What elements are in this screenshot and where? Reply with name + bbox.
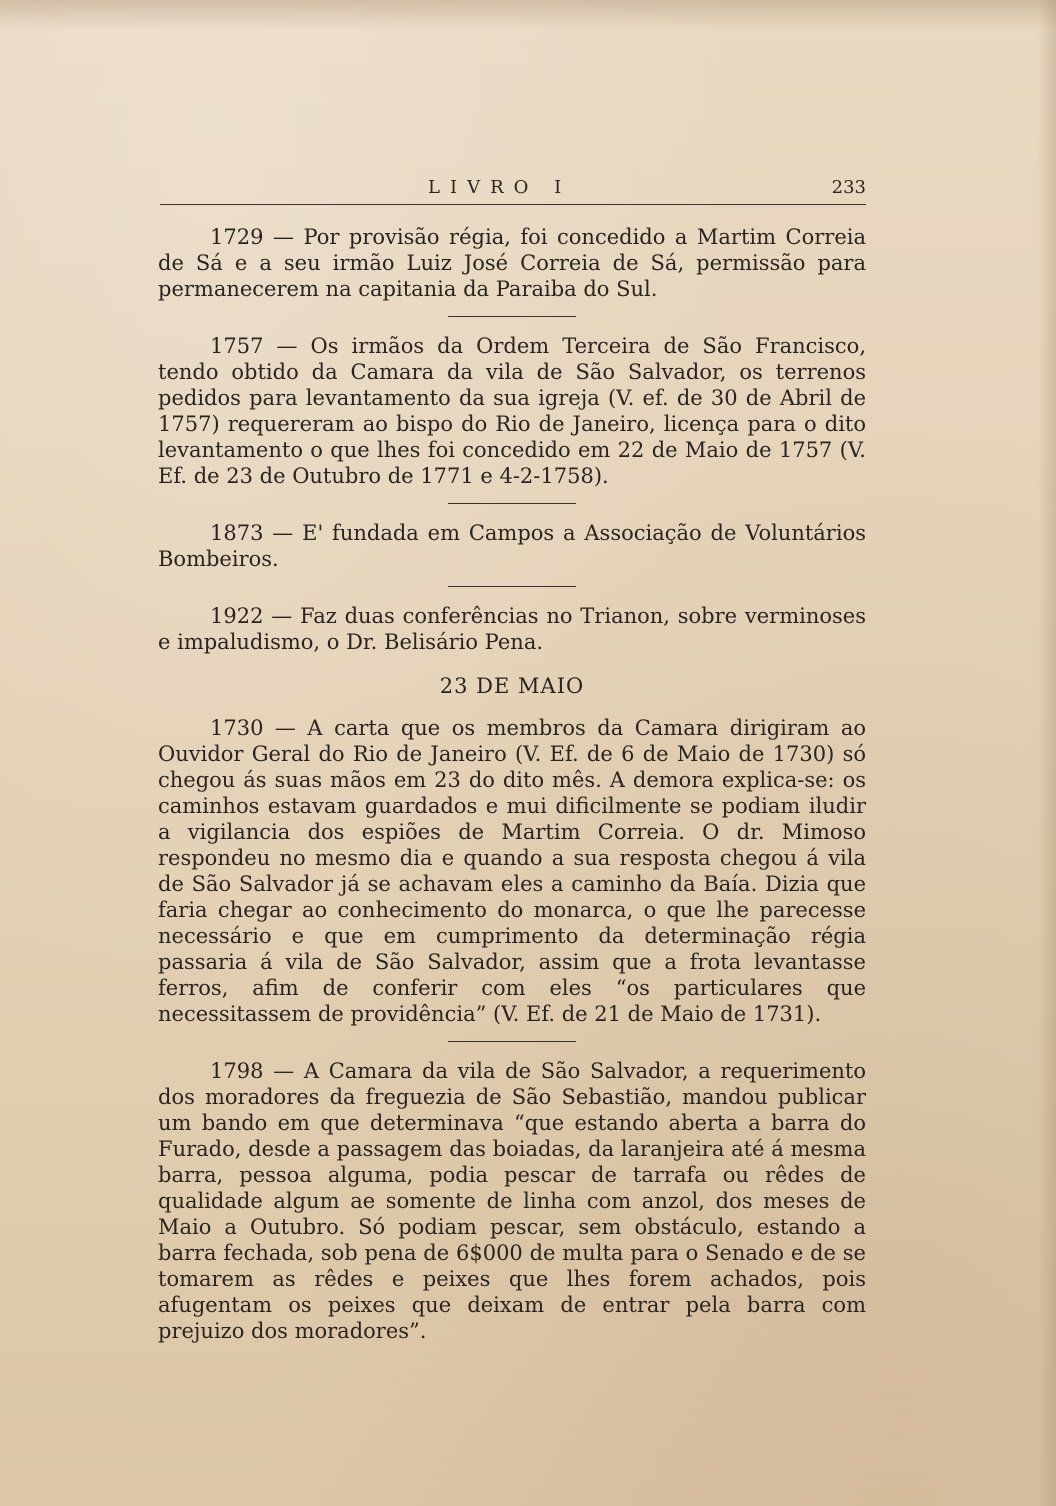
entry-1730: 1730 — A carta que os membros da Camara dirigiram ao Ouvidor Geral do Rio de Janeiro (V. Ef. de 6 de Maio de 1730) só chegou ás suas mãos em 23 do dito mês. A demora explica-se: os caminhos estavam guardados e mui dificilmente se podiam iludir a vigilancia dos espiões de Martim Correia. O dr. Mimoso respondeu no mesmo dia e quando a sua resposta chegou á vila de São Salvador já se achavam eles a caminho da Baía. Dizia que faria chegar ao conhecimento do monarca, o que lhe parecesse necessário e que em cumprimento da determinação régia passaria á vila de São Salvador, assim que a frota levantasse ferros, afim de conferir com eles “os particulares que necessitassem de providência” (V. Ef. de 21 de Maio de 1731). xyxy=(158,716,866,1026)
entry-separator xyxy=(448,1041,576,1042)
entry-1922: 1922 — Faz duas conferências no Trianon, sobre verminoses e impaludismo, o Dr. Belisário Pena. xyxy=(158,604,866,654)
entry-separator xyxy=(448,586,576,587)
page-content xyxy=(158,224,866,1344)
page-edge-shadow-right xyxy=(1038,0,1056,1506)
entry-1798: 1798 — A Camara da vila de São Salvador, a requerimento dos moradores da freguezia de São Sebastião, mandou publicar um bando em que determinava “que estando aberta a barra do Furado, desde a passagem das boiadas, da laranjeira até á mesma barra, pessoa alguma, podia pescar de tarrafa ou rêdes de qualidade algum ae somente de linha com anzol, dos meses de Maio a Outubro. Só podiam pescar, sem obstáculo, estando a barra fechada, sob pena de 6$000 de multa para o Senado e de se tomarem as rêdes e peixes que lhes forem achados, pois afugentam os peixes que deixam de entrar pela barra com prejuizo dos moradores”. xyxy=(158,1059,866,1343)
page-edge-shadow-top xyxy=(0,0,1056,30)
page-number: 233 xyxy=(831,177,866,198)
entry-1729: 1729 — Por provisão régia, foi concedido a Martim Correia de Sá e a seu irmão Luiz José Correia de Sá, permissão para permanecerem na capitania da Paraiba do Sul. xyxy=(158,225,866,301)
header-rule xyxy=(160,204,866,205)
running-title: LIVRO I xyxy=(428,177,572,198)
entry-1873: 1873 — E' fundada em Campos a Associação de Voluntários Bombeiros. xyxy=(158,521,866,571)
entry-separator xyxy=(448,503,576,504)
entry-separator xyxy=(448,316,576,317)
entry-1757: 1757 — Os irmãos da Ordem Terceira de São Francisco, tendo obtido da Camara da vila de São Salvador, os terrenos pedidos para levantamento da sua igreja (V. ef. de 30 de Abril de 1757) requereram ao bispo do Rio de Janeiro, licença para o dito levantamento o que lhes foi concedido em 22 de Maio de 1757 (V. Ef. de 23 de Outubro de 1771 e 4-2-1758). xyxy=(158,334,866,488)
running-head xyxy=(160,175,866,205)
section-heading: 23 DE MAIO xyxy=(439,674,585,698)
